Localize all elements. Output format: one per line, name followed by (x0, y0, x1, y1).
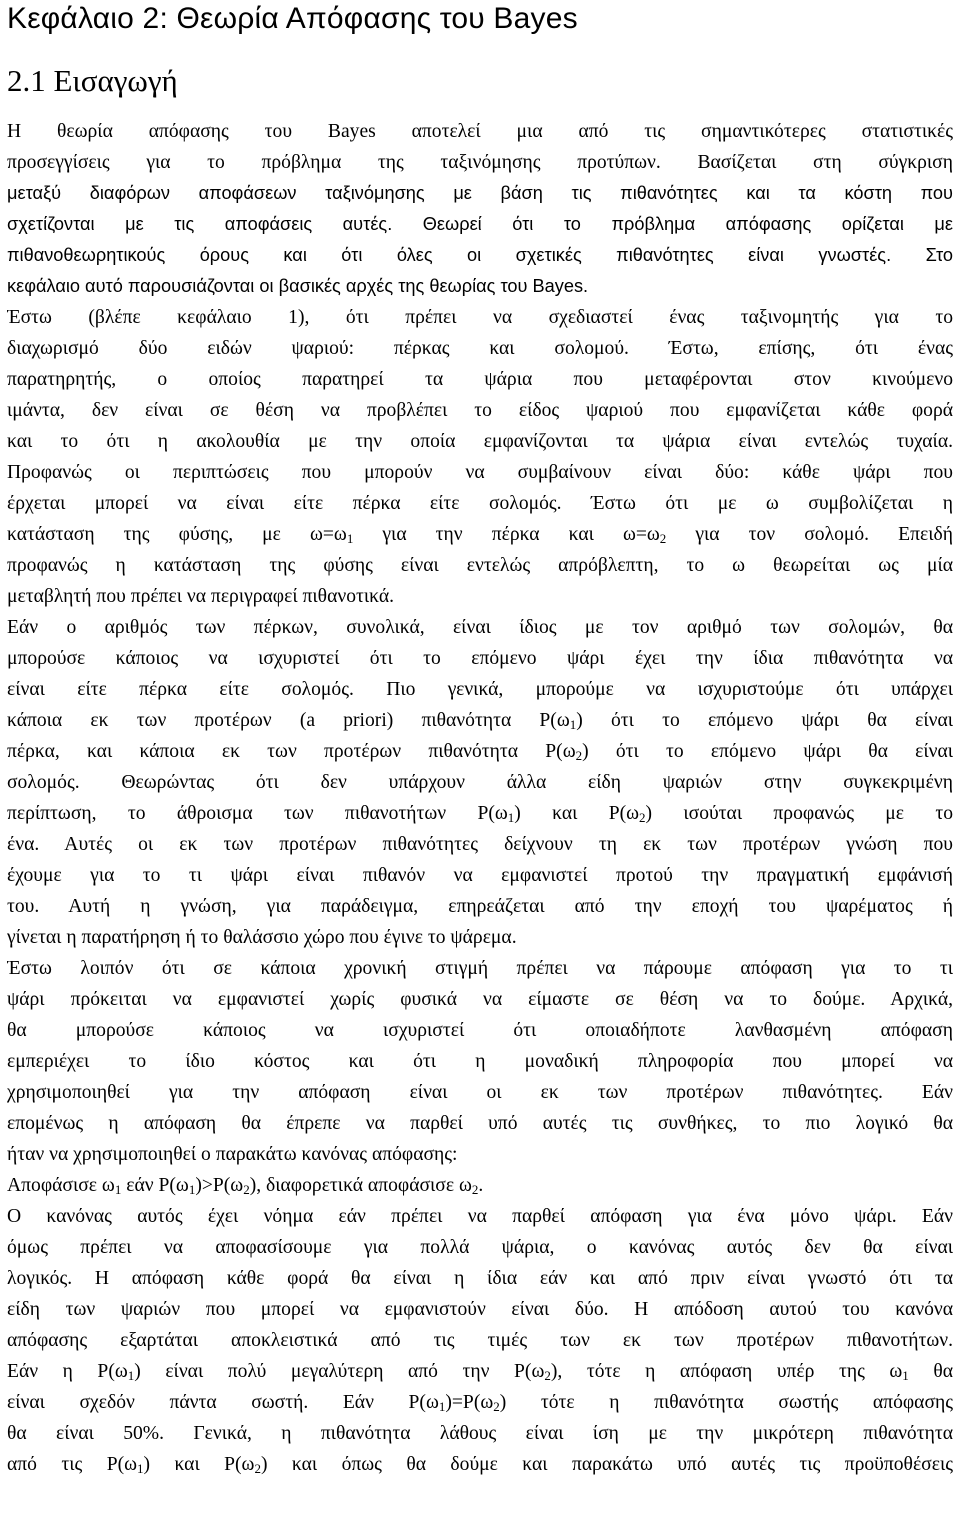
text-line: κατάσταση της φύσης, με $\omega=\omega_1$ για την πέρκα και $\omega=\omega_2$ για τον σολομό. Επειδή (7, 524, 953, 546)
text-line: προφανώς η κατάσταση της φύσης είναι εντελώς απρόβλεπτη, το ω θεωρείται ως μία (7, 555, 953, 576)
text-line: ήταν να χρησιμοποιηθεί ο παρακάτω κανόνας απόφασης: (7, 1144, 458, 1165)
section-title: 2.1 Εισαγωγή (7, 63, 178, 98)
text-line: Η θεωρία απόφασης του Bayes αποτελεί μια από τις σημαντικότερες στατιστικές (7, 121, 953, 142)
text-line: Έστω λοιπόν ότι σε κάποια χρονική στιγμή πρέπει να πάρουμε απόφαση για το τι (7, 958, 953, 979)
text-line: πέρκα, και κάποια εκ των προτέρων πιθανότητα $P(\omega_2)$ ότι το επόμενο ψάρι θα είναι (7, 741, 953, 763)
text-line: έρχεται μπορεί να είναι είτε πέρκα είτε σολομός. Έστω ότι με ω συμβολίζεται η (7, 493, 953, 514)
text-line: σχετίζονται με τις αποφάσεις αυτές. Θεωρεί ότι το πρόβλημα απόφασης ορίζεται με (7, 214, 953, 234)
text-line: ιμάντα, δεν είναι σε θέση να προβλέπει το είδος ψαριού που εμφανίζεται κάθε φορά (7, 400, 953, 421)
text-line: όμως πρέπει να αποφασίσουμε για πολλά ψάρια, ο κανόνας αυτός δεν θα είναι (7, 1237, 953, 1258)
text-line: θα μπορούσε κάποιος να ισχυριστεί ότι οποιαδήποτε λανθασμένη απόφαση (7, 1020, 953, 1041)
text-line: προσεγγίσεις για το πρόβλημα της ταξινόμησης προτύπων. Βασίζεται στη σύγκριση (7, 152, 953, 173)
text-line: μπορούσε κάποιος να ισχυριστεί ότι το επόμενο ψάρι έχει την ίδια πιθανότητα να (7, 648, 953, 669)
text-line: είδη των ψαριών που μπορεί να εμφανιστούν είναι δύο. Η απόδοση αυτού του κανόνα (7, 1299, 953, 1320)
text-line: Εάν η $P(\omega_1)$ είναι πολύ μεγαλύτερη από την $P(\omega_2)$, τότε η απόφαση υπέρ της $\omega_1$ θα (7, 1361, 953, 1383)
text-line: ένα. Αυτές οι εκ των προτέρων πιθανότητες δείχνουν τη εκ των προτέρων γνώση που (7, 834, 953, 855)
text-line: χρησιμοποιηθεί για την απόφαση είναι οι εκ των προτέρων πιθανότητες. Εάν (7, 1082, 953, 1103)
text-line: επομένως η απόφαση θα έπρεπε να παρθεί υπό αυτές τις συνθήκες, το πιο λογικό θα (7, 1113, 953, 1134)
text-line: λογικός. Η απόφαση κάθε φορά θα είναι η ίδια εάν και από πριν είναι γνωστό ότι τα (7, 1268, 953, 1289)
text-line: μεταβλητή που πρέπει να περιγραφεί πιθανοτικά. (7, 586, 394, 607)
text-line: ψάρι πρόκειται να εμφανιστεί χωρίς φυσικά να είμαστε σε θέση να το δούμε. Αρχικά, (7, 989, 953, 1010)
text-line: Εάν ο αριθμός των πέρκων, συνολικά, είναι ίδιος με τον αριθμό των σολομών, θα (7, 617, 953, 638)
text-line: γίνεται η παρατήρηση ή το θαλάσσιο χώρο που έγινε το ψάρεμα. (7, 927, 517, 948)
text-line: παρατηρητής, ο οποίος παρατηρεί τα ψάρια που μεταφέρονται στον κινούμενο (7, 369, 953, 390)
body-text (7, 116, 953, 1480)
text-line: Προφανώς οι περιπτώσεις που μπορούν να συμβαίνουν είναι δύο: κάθε ψάρι που (7, 462, 953, 483)
text-line: μεταξύ διαφόρων αποφάσεων ταξινόμησης με βάση τις πιθανότητες και τα κόστη που (7, 183, 953, 203)
text-line: θα είναι 50%. Γενικά, η πιθανότητα λάθους είναι ίση με την μικρότερη πιθανότητα (7, 1423, 953, 1444)
text-line: είναι είτε πέρκα είτε σολομός. Πιο γενικά, μπορούμε να ισχυριστούμε ότι υπάρχει (7, 679, 953, 700)
text-line: έχουμε για το τι ψάρι είναι πιθανόν να εμφανιστεί προτού την πραγματική εμφάνισή (7, 865, 953, 886)
text-line: σολομός. Θεωρώντας ότι δεν υπάρχουν άλλα είδη ψαριών στην συγκεκριμένη (7, 772, 953, 793)
text-line: του. Αυτή η γνώση, για παράδειγμα, επηρεάζεται από την εποχή του ψαρέματος ή (7, 896, 953, 917)
text-line: και το ότι η ακολουθία με την οποία εμφανίζονται τα ψάρια είναι εντελώς τυχαία. (7, 431, 953, 452)
text-line: εμπεριέχει το ίδιο κόστος και ότι η μοναδική πληροφορία που μπορεί να (7, 1051, 953, 1072)
text-line: Αποφάσισε $\omega_1$ εάν $P(\omega_1)>P(\omega_2)$, διαφορετικά αποφάσισε $\omega_2$. (7, 1175, 484, 1197)
text-line: κάποια εκ των προτέρων (a priori) πιθανότητα $P(\omega_1)$ ότι το επόμενο ψάρι θα είναι (7, 710, 953, 732)
text-line: απόφασης εξαρτάται αποκλειστικά από τις τιμές των εκ των προτέρων πιθανοτήτων. (7, 1330, 953, 1351)
text-line: από τις $P(\omega_1)$ και $P(\omega_2)$ και όπως θα δούμε και παρακάτω υπό αυτές τις προϋποθέσεις (7, 1454, 953, 1476)
text-line: κεφάλαιο αυτό παρουσιάζονται οι βασικές αρχές της θεωρίας του Bayes. (7, 276, 589, 296)
text-line: Έστω (βλέπε κεφάλαιο 1), ότι πρέπει να σχεδιαστεί ένας ταξινομητής για το (7, 307, 953, 328)
text-line: είναι σχεδόν πάντα σωστή. Εάν $P(\omega_1)=P(\omega_2)$ τότε η πιθανότητα σωστής απόφασης (7, 1392, 953, 1414)
document-page (7, 0, 953, 1480)
text-line: περίπτωση, το άθροισμα των πιθανοτήτων $P(\omega_1)$ και $P(\omega_2)$ ισούται προφανώς με το (7, 803, 953, 825)
text-line: διαχωρισμό δύο ειδών ψαριού: πέρκας και σολομού. Έστω, επίσης, ότι ένας (7, 338, 953, 359)
chapter-title: Κεφάλαιο 2: Θεωρία Απόφασης του Bayes (7, 2, 578, 35)
text-line: Ο κανόνας αυτός έχει νόημα εάν πρέπει να παρθεί απόφαση για ένα μόνο ψάρι. Εάν (7, 1206, 953, 1227)
text-line: πιθανοθεωρητικούς όρους και ότι όλες οι σχετικές πιθανότητες είναι γνωστές. Στο (7, 245, 953, 265)
